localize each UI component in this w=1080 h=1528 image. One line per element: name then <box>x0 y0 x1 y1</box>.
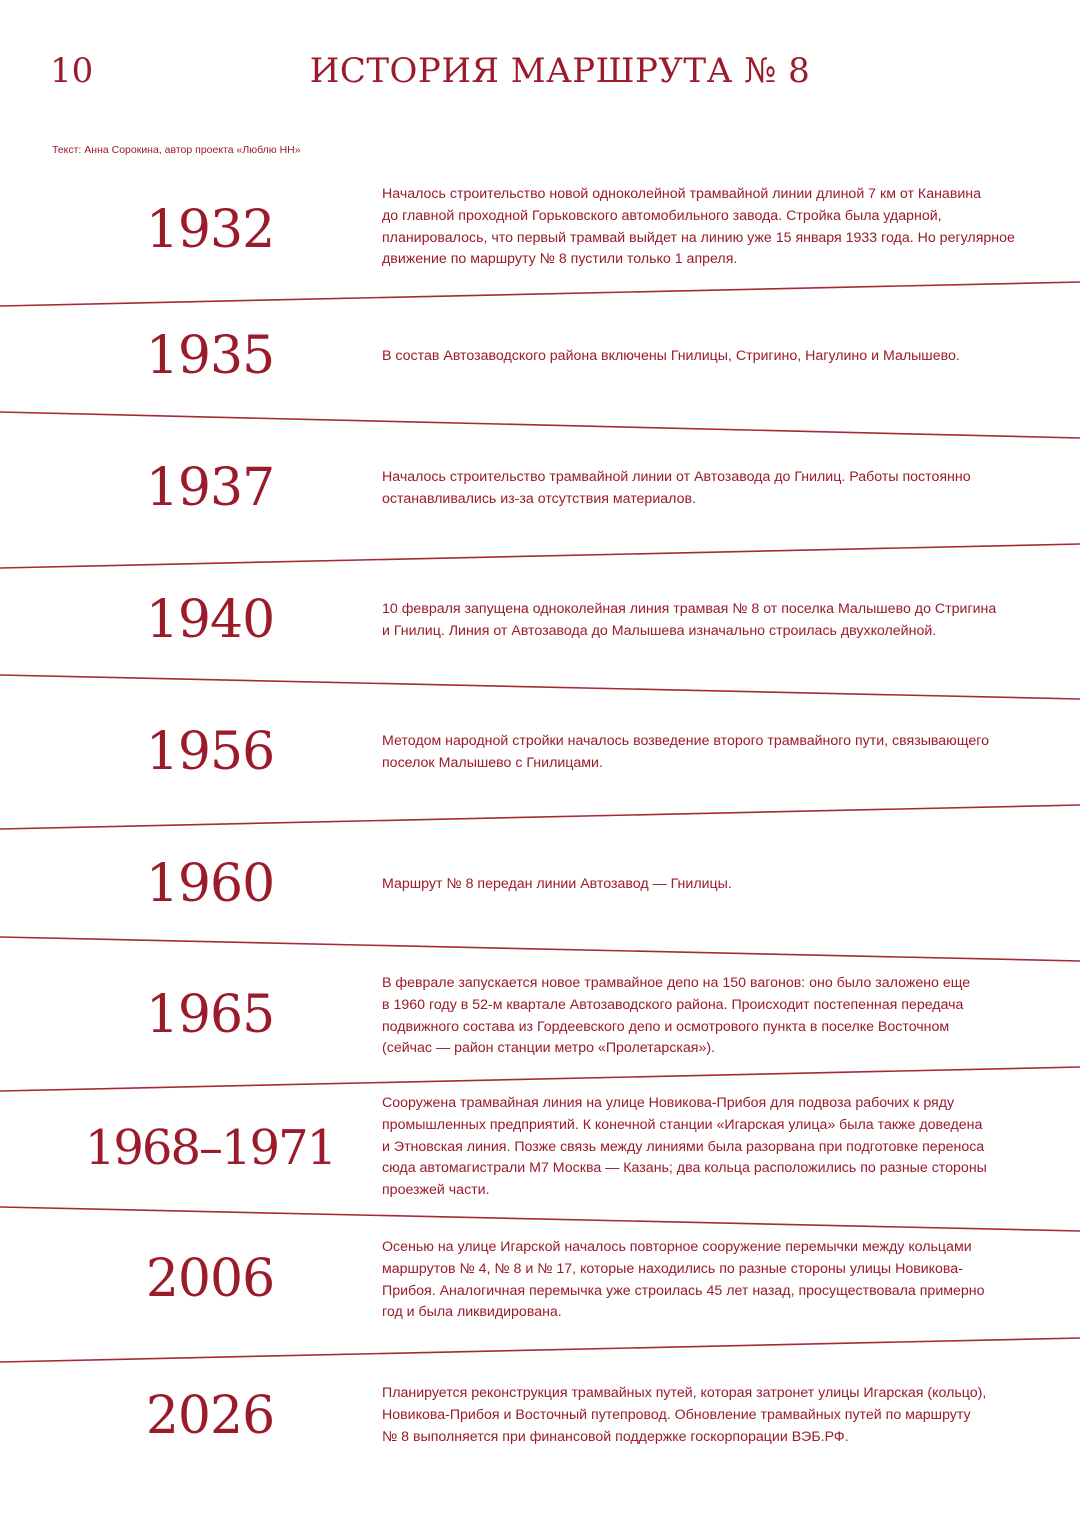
timeline-description <box>382 184 1042 271</box>
divider <box>0 412 1080 438</box>
timeline-year: 1932 <box>145 200 275 260</box>
description-line: проезжей части. <box>382 1182 490 1199</box>
divider <box>0 1207 1080 1231</box>
divider <box>0 675 1080 699</box>
description-line: Планируется реконструкция трамвайных путей, которая затронет улицы Игарская (кольцо), <box>382 1385 987 1401</box>
timeline-description <box>382 467 1042 511</box>
description-line: и Гнилиц. Линия от Автозавода до Малышева изначально строилась двухколейной. <box>382 622 937 639</box>
description-line: Осенью на улице Игарской началось повторное сооружение перемычки между кольцами <box>382 1239 972 1255</box>
divider <box>0 937 1080 961</box>
description-line: (сейчас — район станции метро «Пролетарская»). <box>382 1040 716 1057</box>
description-line: промышленных предприятий. К конечной станции «Игарская улица» была также доведена <box>382 1116 983 1133</box>
description-line: год и была ликвидирована. <box>382 1304 562 1321</box>
timeline-description <box>382 346 1042 368</box>
description-line: поселок Малышево с Гнилицами. <box>382 754 603 771</box>
description-line: Началось строительство трамвайной линии от Автозавода до Гнилиц. Работы постоянно <box>382 469 971 485</box>
description-line: планировалось, что первый трамвай выйдет на линию уже 15 января 1933 года. Но регулярное <box>382 229 1015 246</box>
timeline-year: 1960 <box>145 854 275 914</box>
divider <box>0 1338 1080 1362</box>
description-line: Прибоя. Аналогичная перемычка уже строилась 45 лет назад, просуществовала примерно <box>382 1282 985 1299</box>
timeline-description <box>382 599 1042 643</box>
description-line: Маршрут № 8 передан линии Автозавод — Гнилицы. <box>382 876 732 892</box>
divider <box>0 282 1080 306</box>
timeline-description <box>382 874 1042 896</box>
timeline-year: 2006 <box>145 1249 275 1309</box>
description-line: № 8 выполняется при финансовой поддержке госкорпорации ВЭБ.РФ. <box>382 1428 849 1445</box>
timeline-year: 1956 <box>145 722 275 782</box>
description-line: маршрутов № 4, № 8 и № 17, которые находились по разные стороны улицы Новикова- <box>382 1260 963 1277</box>
description-line: Новикова-Прибоя и Восточный путепровод. Обновление трамвайных путей по маршруту <box>382 1406 971 1423</box>
timeline-year: 1965 <box>145 985 275 1045</box>
timeline-year: 1937 <box>145 458 275 518</box>
timeline-description <box>382 973 1042 1060</box>
description-line: в 1960 году в 52-м квартале Автозаводского района. Происходит постепенная передача <box>382 996 964 1013</box>
timeline-description <box>382 1383 1042 1448</box>
timeline-year: 1935 <box>145 326 275 386</box>
page-number: 10 <box>50 51 94 91</box>
divider <box>0 805 1080 829</box>
divider <box>0 1067 1080 1091</box>
description-line: подвижного состава из Гордеевского депо и осмотрового пункта в поселке Восточном <box>382 1018 950 1035</box>
author-credit: Текст: Анна Сорокина, автор проекта «Люблю НН» <box>52 144 301 156</box>
description-line: останавливались из-за отсутствия материалов. <box>382 490 696 507</box>
description-line: Методом народной стройки началось возведение второго трамвайного пути, связывающего <box>382 733 989 749</box>
timeline-year: 1940 <box>145 590 275 650</box>
description-line: движение по маршруту № 8 пустили только 1 апреля. <box>382 251 738 268</box>
page-title: ИСТОРИЯ МАРШРУТА № 8 <box>309 51 811 91</box>
timeline-description <box>382 731 1042 775</box>
description-line: 10 февраля запущена одноколейная линия трамвая № 8 от поселка Малышево до Стригина <box>382 601 997 617</box>
description-line: сюда автомагистрали М7 Москва — Казань; два кольца расположились по разные стороны <box>382 1160 987 1177</box>
timeline-description <box>382 1093 1042 1202</box>
timeline-description <box>382 1237 1042 1324</box>
description-line: и Этновская линия. Позже связь между линиями была разорвана при подготовке переноса <box>382 1138 985 1155</box>
divider <box>0 544 1080 568</box>
timeline-year: 2026 <box>145 1386 275 1446</box>
description-line: В феврале запускается новое трамвайное депо на 150 вагонов: оно было заложено еще <box>382 975 971 991</box>
description-line: Началось строительство новой одноколейной трамвайной линии длиной 7 км от Канавина <box>382 186 982 202</box>
description-line: до главной проходной Горьковского автомобильного завода. Стройка была ударной, <box>382 207 942 224</box>
description-line: В состав Автозаводского района включены Гнилицы, Стригино, Нагулино и Малышево. <box>382 348 960 364</box>
description-line: Сооружена трамвайная линия на улице Новикова-Прибоя для подвоза рабочих к ряду <box>382 1095 955 1111</box>
timeline-year: 1968–1971 <box>84 1120 336 1176</box>
